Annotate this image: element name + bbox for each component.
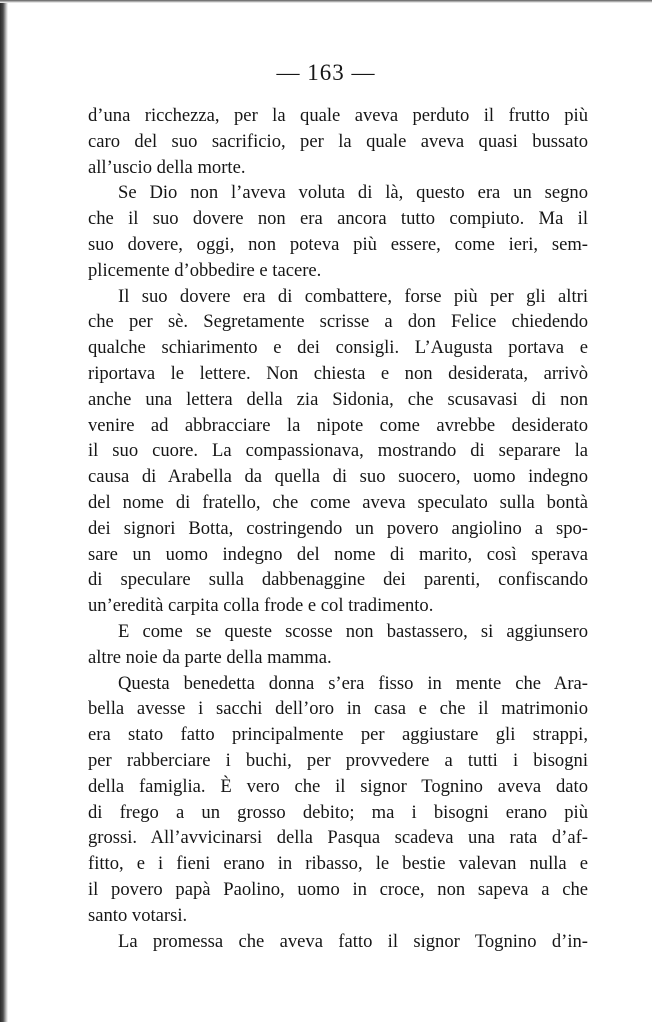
text-line: che il suo dovere non era ancora tutto compiuto. Ma il [88, 208, 588, 230]
text-line: che per sè. Segretamente scrisse a don Felice chiedendo [88, 311, 588, 333]
text-line: per rabberciare i buchi, per provvedere a tutti i bisogni [88, 749, 588, 771]
text-line: suo dovere, oggi, non poteva più essere, come ieri, sem- [88, 233, 588, 255]
text-line: dei signori Botta, costringendo un povero angiolino a spo- [88, 517, 588, 539]
text-line: d’una ricchezza, per la quale aveva perduto il frutto più [88, 105, 588, 126]
text-line: causa di Arabella da quella di suo suocero, uomo indegno [88, 466, 588, 488]
text-line: caro del suo sacrificio, per la quale aveva quasi bussato [88, 130, 588, 152]
text-line: La promessa che aveva fatto il signor Tognino d’in- [118, 930, 588, 952]
text-line: anche una lettera della zia Sidonia, che scusavasi di non [88, 388, 588, 410]
text-line: della famiglia. È vero che il signor Tognino aveva dato [88, 775, 588, 797]
text-line: il suo cuore. La compassionava, mostrando di separare la [88, 440, 588, 462]
text-line: fitto, e i fieni erano in ribasso, le bestie valevan nulla e [88, 853, 588, 875]
text-line: bella avesse i sacchi dell’oro in casa e che il matrimonio [88, 698, 588, 720]
text-line: grossi. All’avvicinarsi della Pasqua scadeva una rata d’af- [88, 827, 588, 849]
text-line: santo votarsi. [88, 904, 188, 926]
page-top-edge [0, 0, 652, 3]
text-line: qualche schiarimento e dei consigli. L’Augusta portava e [88, 337, 588, 359]
text-line: di frego a un grosso debito; ma i bisogni erano più [88, 801, 588, 823]
text-line: sare un uomo indegno del nome di marito, così sperava [88, 543, 588, 565]
text-line: Questa benedetta donna s’era fisso in mente che Ara- [118, 672, 588, 694]
page-left-edge [0, 0, 8, 1022]
body-text [88, 103, 588, 954]
text-line: all’uscio della morte. [88, 156, 246, 178]
text-line: altre noie da parte della mamma. [88, 646, 332, 668]
text-line: E come se queste scosse non bastassero, si aggiunsero [118, 620, 588, 642]
text-line: era stato fatto principalmente per aggiustare gli strappi, [88, 724, 588, 746]
text-line: un’eredità carpita colla frode e col tradimento. [88, 595, 434, 617]
text-line: del nome di fratello, che come aveva speculato sulla bontà [88, 491, 588, 513]
text-line: plicemente d’obbedire e tacere. [88, 259, 322, 281]
text-line: riportava le lettere. Non chiesta e non desiderata, arrivò [88, 362, 588, 384]
text-line: Il suo dovere era di combattere, forse più per gli altri [118, 285, 588, 307]
page-number: — 163 — [276, 60, 376, 85]
text-line: di speculare sulla dabbenaggine dei parenti, confiscando [88, 569, 588, 591]
text-line: venire ad abbracciare la nipote come avrebbe desiderato [88, 414, 588, 436]
text-line: Se Dio non l’aveva voluta di là, questo era un segno [118, 182, 588, 204]
text-line: il povero papà Paolino, uomo in croce, non sapeva a che [88, 878, 588, 900]
